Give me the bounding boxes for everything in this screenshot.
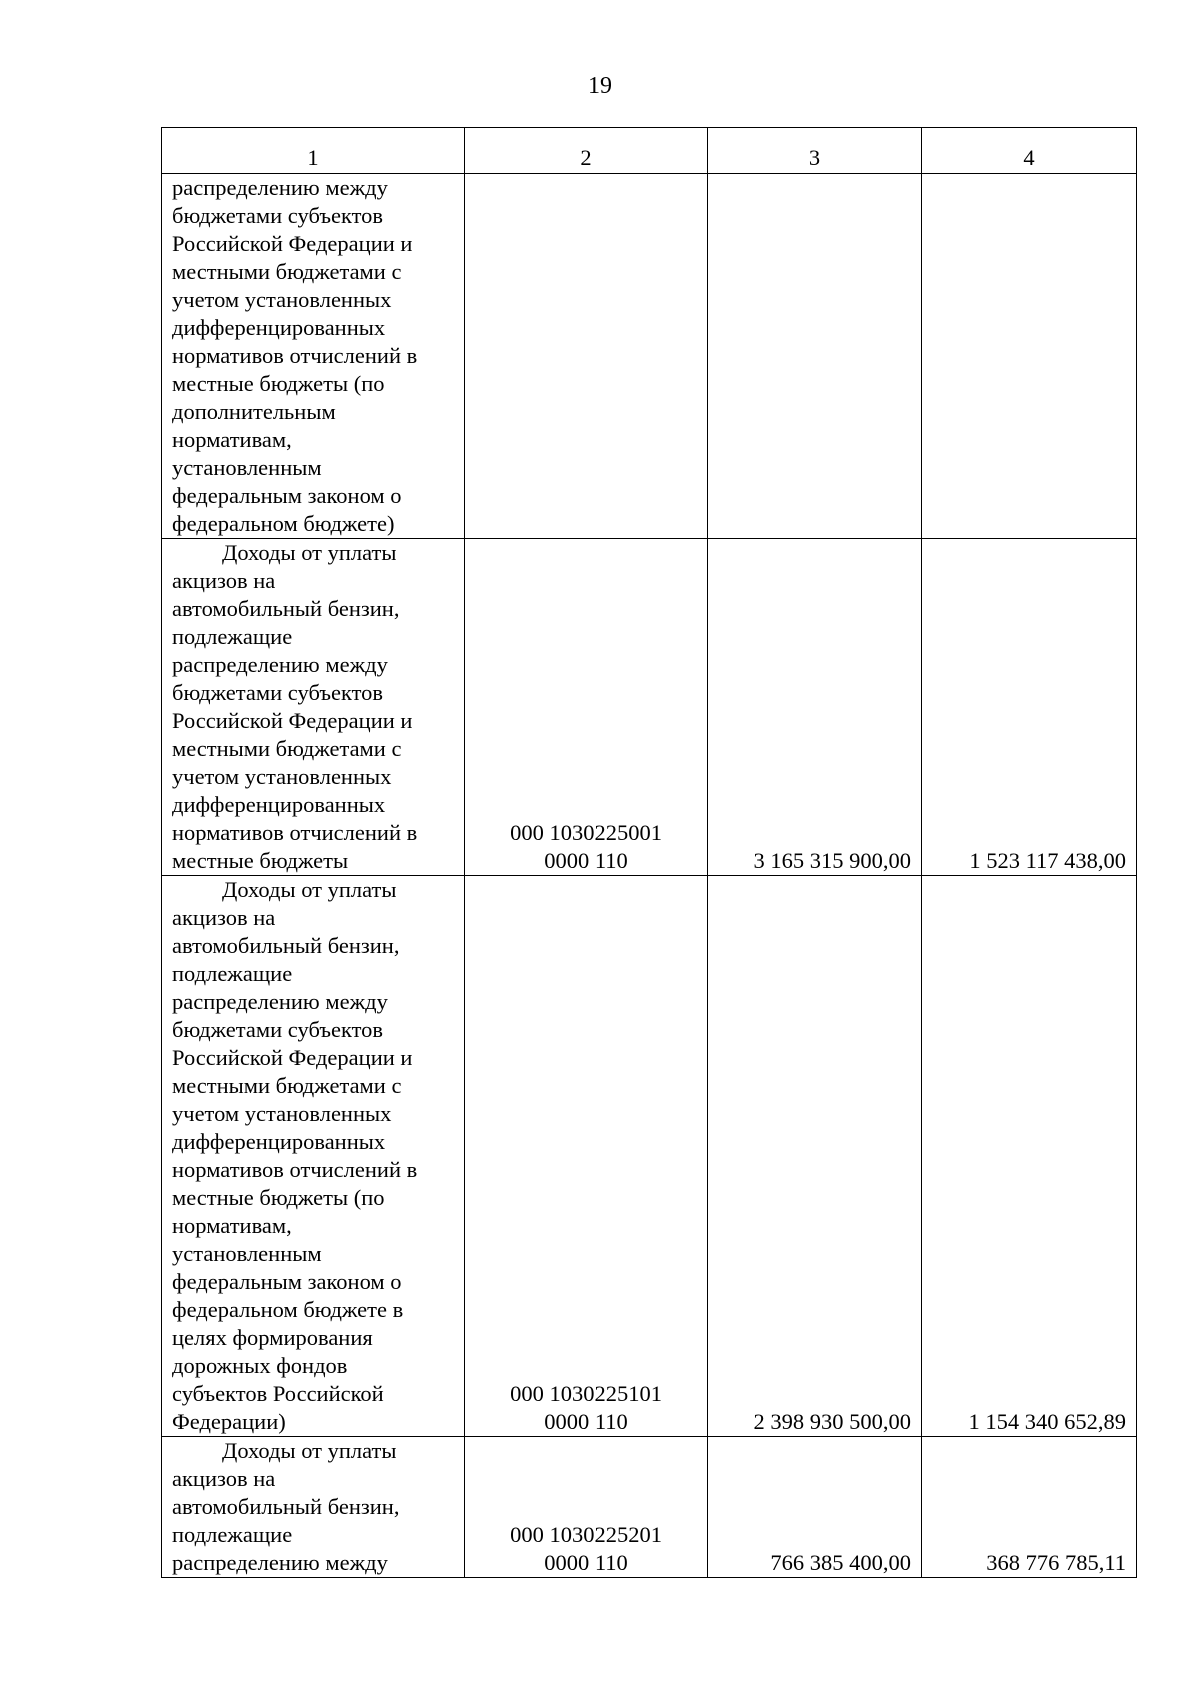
description-line: федеральном бюджете)	[172, 511, 395, 536]
description-line: нормативов отчислений в	[172, 343, 418, 368]
description-line: Федерации)	[172, 1409, 286, 1434]
description-line: установленным	[172, 1241, 322, 1266]
header-col-1: 1	[162, 128, 465, 174]
description-line: Российской Федерации и	[172, 231, 413, 256]
description-line: местные бюджеты (по	[172, 1185, 385, 1210]
budget-code-cell	[465, 1437, 708, 1578]
description-line: местными бюджетами с	[172, 259, 402, 284]
description-line: местные бюджеты	[172, 848, 349, 873]
budget-code-line: 000 1030225201	[510, 1522, 662, 1547]
description-line: нормативов отчислений в	[172, 820, 418, 845]
description-line: распределению между	[172, 989, 388, 1014]
description-line: распределению между	[172, 175, 388, 200]
revenue-description-cell	[162, 174, 465, 539]
description-line: бюджетами субъектов	[172, 1017, 383, 1042]
description-line: акцизов на	[172, 568, 276, 593]
amount-col-4-cell: 1 523 117 438,00	[922, 539, 1137, 876]
budget-code-line: 0000 110	[544, 848, 628, 873]
header-col-2: 2	[465, 128, 708, 174]
description-line: подлежащие	[172, 1522, 293, 1547]
budget-code-line: 000 1030225001	[510, 820, 662, 845]
amount-col-4-cell	[922, 174, 1137, 539]
description-line: федеральном бюджете в	[172, 1297, 404, 1322]
description-line: учетом установленных	[172, 1101, 392, 1126]
amount-col-4-cell: 368 776 785,11	[922, 1437, 1137, 1578]
description-line: подлежащие	[172, 624, 293, 649]
description-line: автомобильный бензин,	[172, 933, 400, 958]
description-line: Доходы от уплаты	[222, 540, 397, 565]
budget-code-cell	[465, 174, 708, 539]
description-line: автомобильный бензин,	[172, 1494, 400, 1519]
revenue-description-cell	[162, 539, 465, 876]
table-row	[162, 174, 1137, 539]
budget-code-line: 0000 110	[544, 1409, 628, 1434]
table-row	[162, 876, 1137, 1437]
description-line: дополнительным	[172, 399, 336, 424]
amount-col-3-cell: 3 165 315 900,00	[708, 539, 922, 876]
description-line: дорожных фондов	[172, 1353, 348, 1378]
table-row	[162, 539, 1137, 876]
description-line: акцизов на	[172, 905, 276, 930]
description-line: нормативов отчислений в	[172, 1157, 418, 1182]
page-number: 19	[588, 73, 612, 99]
header-col-3: 3	[708, 128, 922, 174]
amount-col-3-cell: 766 385 400,00	[708, 1437, 922, 1578]
table-body	[162, 128, 1137, 1578]
description-line: целях формирования	[172, 1325, 373, 1350]
description-line: бюджетами субъектов	[172, 203, 383, 228]
description-line: Доходы от уплаты	[222, 1438, 397, 1463]
table-header-row	[162, 128, 1137, 174]
budget-code-line: 000 1030225101	[510, 1381, 662, 1406]
description-line: учетом установленных	[172, 287, 392, 312]
budget-code-cell	[465, 539, 708, 876]
budget-code-line: 0000 110	[544, 1550, 628, 1575]
description-line: акцизов на	[172, 1466, 276, 1491]
budget-code-cell	[465, 876, 708, 1437]
description-line: федеральным законом о	[172, 1269, 402, 1294]
table-row	[162, 1437, 1137, 1578]
description-line: местными бюджетами с	[172, 736, 402, 761]
description-line: распределению между	[172, 652, 388, 677]
description-line: бюджетами субъектов	[172, 680, 383, 705]
description-line: дифференцированных	[172, 315, 386, 340]
description-line: нормативам,	[172, 427, 292, 452]
description-line: субъектов Российской	[172, 1381, 384, 1406]
description-line: Российской Федерации и	[172, 708, 413, 733]
header-col-4: 4	[922, 128, 1137, 174]
amount-col-3-cell: 2 398 930 500,00	[708, 876, 922, 1437]
description-line: местные бюджеты (по	[172, 371, 385, 396]
description-line: учетом установленных	[172, 764, 392, 789]
amount-col-3-cell	[708, 174, 922, 539]
description-line: автомобильный бензин,	[172, 596, 400, 621]
description-line: Российской Федерации и	[172, 1045, 413, 1070]
description-line: нормативам,	[172, 1213, 292, 1238]
description-line: распределению между	[172, 1550, 388, 1575]
amount-col-4-cell: 1 154 340 652,89	[922, 876, 1137, 1437]
revenue-description-cell	[162, 876, 465, 1437]
description-line: Доходы от уплаты	[222, 877, 397, 902]
description-line: подлежащие	[172, 961, 293, 986]
description-line: установленным	[172, 455, 322, 480]
description-line: дифференцированных	[172, 1129, 386, 1154]
description-line: федеральным законом о	[172, 483, 402, 508]
description-line: дифференцированных	[172, 792, 386, 817]
budget-revenue-table	[161, 127, 1137, 1578]
revenue-description-cell	[162, 1437, 465, 1578]
description-line: местными бюджетами с	[172, 1073, 402, 1098]
